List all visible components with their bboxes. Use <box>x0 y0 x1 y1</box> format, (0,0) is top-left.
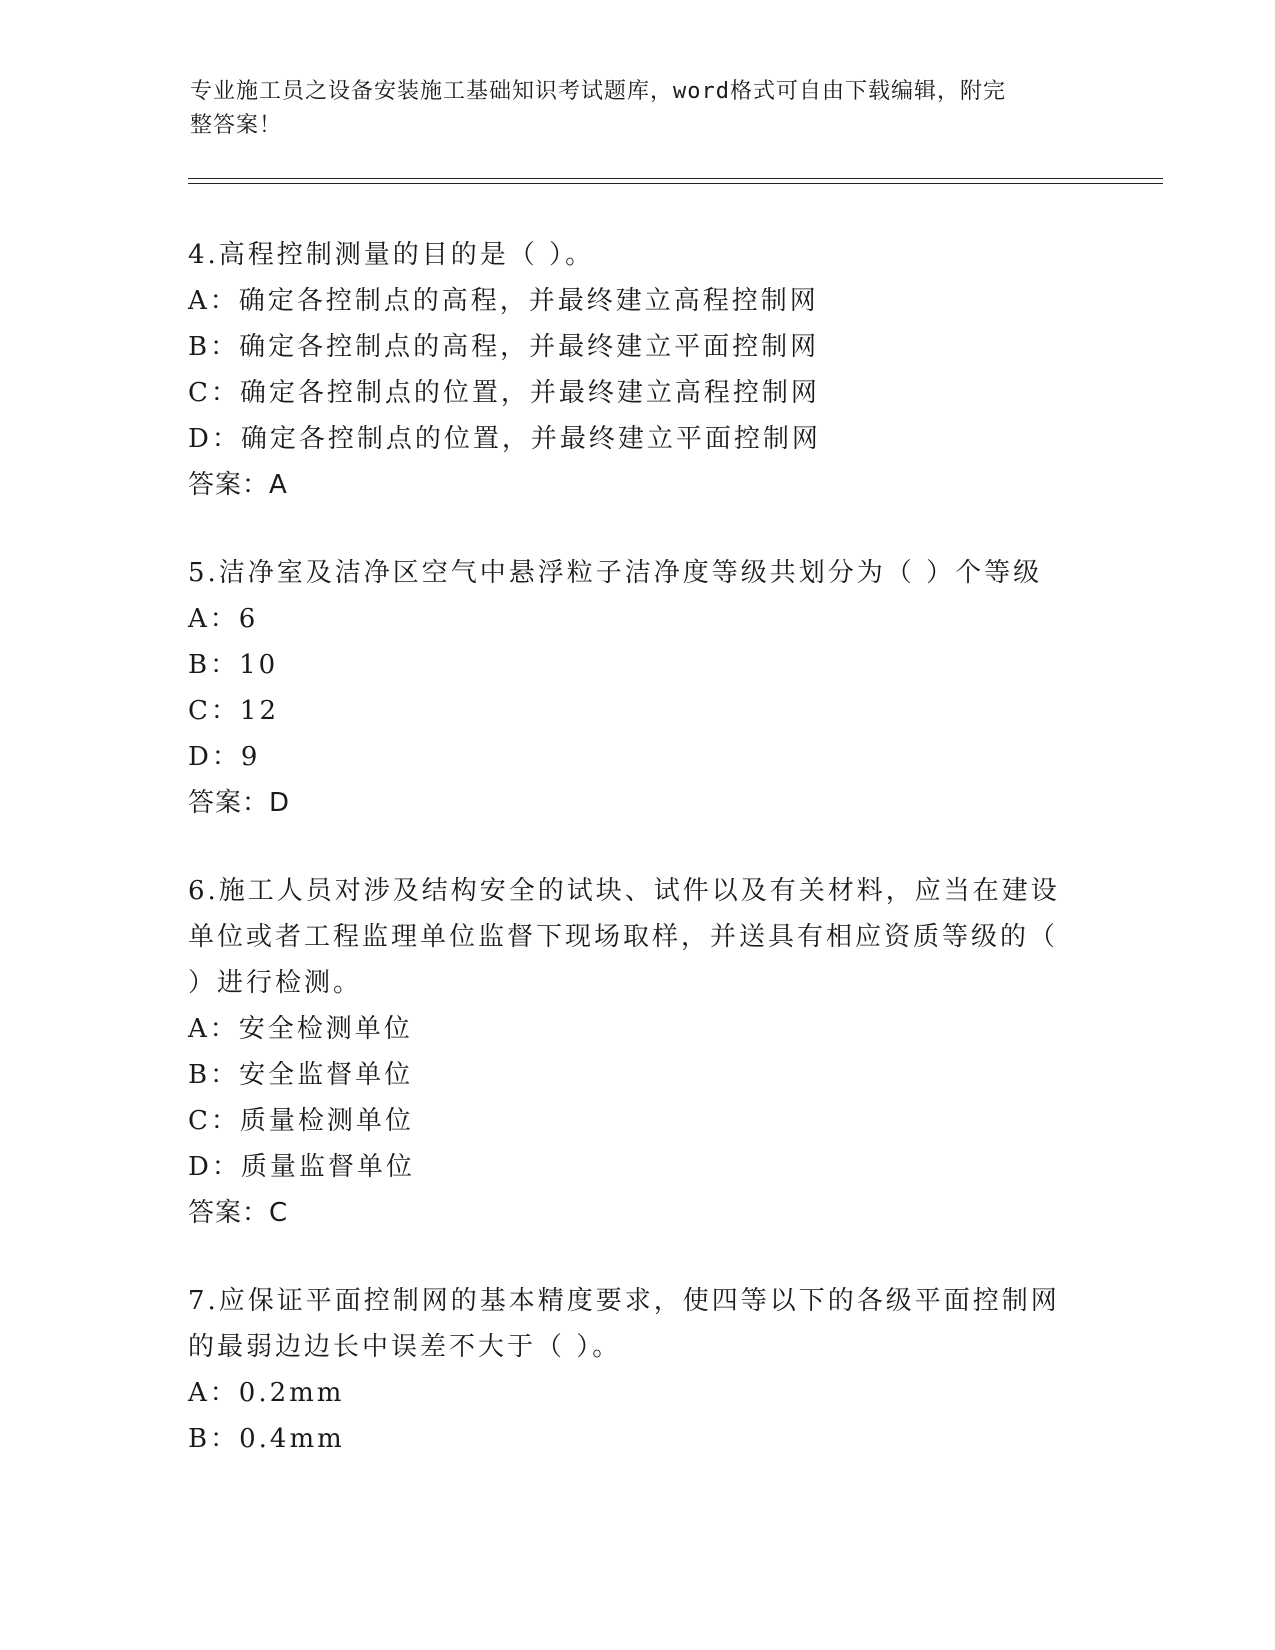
question-text-line: 单位或者工程监理单位监督下现场取样，并送具有相应资质等级的（ <box>188 922 1059 952</box>
header-line-2: 整答案！ <box>190 113 283 138</box>
question-block <box>188 1278 1068 1462</box>
question-text-line: 7.应保证平面控制网的基本精度要求，使四等以下的各级平面控制网 <box>188 1286 1060 1316</box>
answer-option <box>188 278 1068 324</box>
answer-option <box>188 642 1068 688</box>
answer-option <box>188 1370 1068 1416</box>
answer-line: 答案：D <box>188 788 291 818</box>
option-key: B： <box>188 332 240 362</box>
option-text: 9 <box>240 742 261 772</box>
answer-line: 答案：A <box>188 470 288 500</box>
question-list <box>188 232 1068 1504</box>
option-text: 12 <box>239 696 279 726</box>
answer-option <box>188 734 1068 780</box>
option-key: B： <box>188 650 240 680</box>
answer-option <box>188 688 1068 734</box>
option-text: 质量监督单位 <box>240 1152 415 1182</box>
option-key: B： <box>188 1060 240 1090</box>
question-block <box>188 550 1068 826</box>
option-key: B： <box>188 1424 240 1454</box>
option-text: 0.2mm <box>238 1378 345 1408</box>
answer-option <box>188 416 1068 462</box>
document-header <box>190 75 1070 143</box>
header-line-1: 专业施工员之设备安装施工基础知识考试题库，word格式可自由下载编辑，附完 <box>190 79 1006 104</box>
header-divider-bottom <box>188 183 1163 184</box>
answer-option <box>188 1052 1068 1098</box>
option-key: C： <box>188 696 240 726</box>
question-text-line: 5.洁净室及洁净区空气中悬浮粒子洁净度等级共划分为（ ）个等级 <box>188 558 1043 588</box>
option-text: 确定各控制点的位置，并最终建立平面控制网 <box>240 424 821 454</box>
answer-option <box>188 596 1068 642</box>
answer-option <box>188 1006 1068 1052</box>
option-key: D： <box>188 1152 241 1182</box>
answer-option <box>188 1144 1068 1190</box>
question-text-line: 6.施工人员对涉及结构安全的试块、试件以及有关材料，应当在建设 <box>188 876 1060 906</box>
answer-option <box>188 324 1068 370</box>
option-text: 安全监督单位 <box>239 1060 414 1090</box>
option-text: 0.4mm <box>239 1424 345 1454</box>
option-key: A： <box>188 286 239 316</box>
question-text-line: 4.高程控制测量的目的是（ ）。 <box>188 240 595 270</box>
option-key: D： <box>188 424 241 454</box>
option-text: 确定各控制点的高程，并最终建立平面控制网 <box>239 332 820 362</box>
question-block <box>188 868 1068 1236</box>
question-block <box>188 232 1068 508</box>
answer-option <box>188 1416 1068 1462</box>
answer-option <box>188 370 1068 416</box>
option-key: D： <box>188 742 241 772</box>
answer-option <box>188 1098 1068 1144</box>
option-text: 安全检测单位 <box>238 1014 413 1044</box>
option-text: 10 <box>239 650 279 680</box>
option-key: A： <box>188 1014 239 1044</box>
option-key: A： <box>188 604 239 634</box>
option-text: 确定各控制点的高程，并最终建立高程控制网 <box>238 286 819 316</box>
option-key: C： <box>188 378 240 408</box>
option-key: A： <box>188 1378 239 1408</box>
header-divider-top <box>188 178 1163 179</box>
answer-line: 答案：C <box>188 1198 289 1228</box>
option-key: C： <box>188 1106 240 1136</box>
option-text: 6 <box>238 604 259 634</box>
question-text-line: 的最弱边边长中误差不大于（ ）。 <box>188 1332 622 1362</box>
question-text-line: ）进行检测。 <box>188 968 363 998</box>
option-text: 确定各控制点的位置，并最终建立高程控制网 <box>239 378 820 408</box>
option-text: 质量检测单位 <box>239 1106 414 1136</box>
